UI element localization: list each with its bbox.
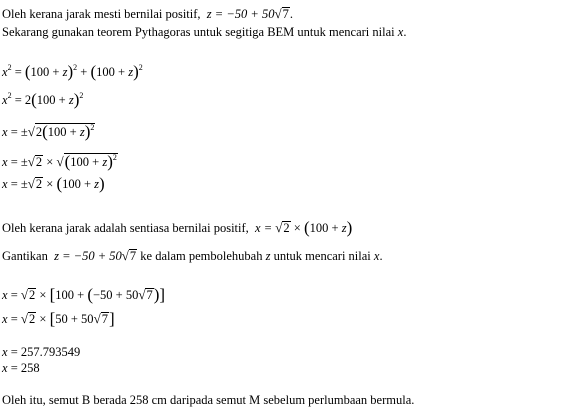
statement-text: Oleh kerana jarak mesti bernilai positif, — [2, 7, 201, 21]
equation-step-5: x = ±√2 × (100 + z) — [2, 174, 105, 193]
statement-text: ke dalam pembolehubah — [140, 249, 263, 263]
conclusion-text: Oleh itu, semut B berada 258 cm daripada semut M sebelum perlumbaan bermula. — [2, 393, 415, 407]
statement-always-positive: Oleh kerana jarak adalah sentiasa bernilai positif, x = √2 × (100 + z) — [2, 218, 353, 237]
period: . — [379, 249, 383, 263]
result-value: 257.793549 — [20, 345, 81, 359]
variable-x: x — [373, 249, 380, 263]
statement-substitute: Gantikan z = −50 + 50√7 ke dalam pembolehubah z untuk mencari nilai x. — [2, 248, 383, 263]
variable-x: x — [397, 25, 404, 39]
statement-positive-distance — [2, 6, 293, 22]
equation-step-6: x = √2 × [100 + (−50 + 50√7)] — [2, 285, 166, 304]
statement-text: Sekarang gunakan teorem Pythagoras untuk segitiga BEM untuk mencari nilai — [2, 25, 395, 39]
statement-pythagoras — [2, 25, 406, 40]
equation-z: z = −50 + 50√7 — [203, 6, 289, 21]
period: . — [403, 25, 407, 39]
period: . — [289, 7, 293, 21]
statement-text: untuk mencari nilai — [273, 249, 371, 263]
statement-text: Oleh kerana jarak adalah sentiasa bernilai positif, — [2, 221, 249, 235]
conclusion — [2, 393, 414, 408]
equation-step-3: $x = \pm√2(100 + z)^2$ — [2, 122, 95, 141]
equation-step-2: $x^2 = 2(100 + z)^2$ — [2, 90, 84, 109]
variable-z: z — [265, 249, 271, 263]
equation-result-rounded: x = 258 — [2, 361, 40, 375]
equation-step-4: $x = \pm√2 \times √(100 + z)^2$ — [2, 152, 117, 171]
result-value: 258 — [20, 361, 40, 375]
equation-result-decimal: x = 257.793549 — [2, 345, 81, 359]
equation-step-1: $x^2 = (100 + z)^2 + (100 + z)^2$ — [2, 62, 143, 81]
statement-text: Gantikan — [2, 249, 48, 263]
sqrt-7: 7 — [282, 7, 289, 21]
equation-step-7: x = √2 × [50 + 50√7] — [2, 309, 115, 328]
